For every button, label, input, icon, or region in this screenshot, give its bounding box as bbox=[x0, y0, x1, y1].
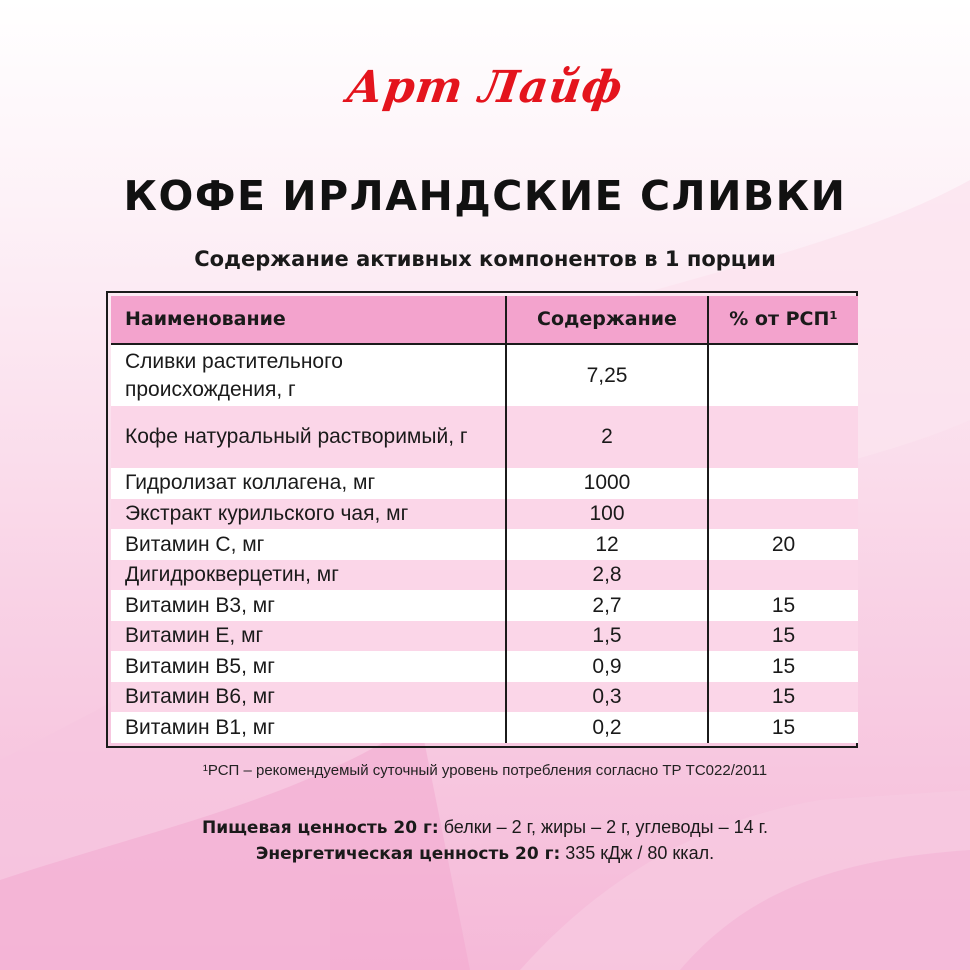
row-value: 7,25 bbox=[506, 344, 708, 406]
row-rsp bbox=[708, 344, 858, 406]
row-value: 0,3 bbox=[506, 682, 708, 713]
energy-value-label: Энергетическая ценность 20 г: bbox=[255, 843, 561, 864]
row-value: 2,8 bbox=[506, 560, 708, 591]
header-name: Наименование bbox=[111, 296, 506, 344]
table-header-row bbox=[111, 296, 858, 344]
nutrition-info bbox=[0, 815, 970, 867]
row-name: Витамин В1, мг bbox=[111, 712, 506, 743]
energy-value-line bbox=[0, 841, 970, 867]
row-rsp: 15 bbox=[708, 590, 858, 621]
product-title: КОФЕ ИРЛАНДСКИЕ СЛИВКИ bbox=[123, 172, 847, 220]
brand-logo: Арт Лайф bbox=[343, 62, 627, 113]
row-rsp bbox=[708, 560, 858, 591]
row-rsp bbox=[708, 406, 858, 468]
row-value: 12 bbox=[506, 529, 708, 560]
table-row bbox=[111, 344, 858, 406]
table-row bbox=[111, 406, 858, 468]
row-name: Кофе натуральный растворимый, г bbox=[111, 406, 506, 468]
row-rsp: 15 bbox=[708, 651, 858, 682]
row-rsp: 15 bbox=[708, 712, 858, 743]
table-row bbox=[111, 712, 858, 743]
table-row bbox=[111, 468, 858, 499]
row-name: Сливки растительного происхождения, г bbox=[111, 344, 506, 406]
rsp-footnote: ¹РСП – рекомендуемый суточный уровень потребления согласно ТР ТС022/2011 bbox=[202, 762, 768, 779]
food-value-label: Пищевая ценность 20 г: bbox=[202, 818, 439, 838]
row-rsp bbox=[708, 499, 858, 530]
energy-value-text: 335 кДж / 80 ккал. bbox=[560, 842, 715, 863]
table-row bbox=[111, 682, 858, 713]
row-value: 2,7 bbox=[506, 590, 708, 621]
row-rsp: 15 bbox=[708, 621, 858, 652]
row-name: Экстракт курильского чая, мг bbox=[111, 499, 506, 530]
table-row bbox=[111, 560, 858, 591]
row-rsp: 15 bbox=[708, 682, 858, 713]
table-row bbox=[111, 529, 858, 560]
row-rsp bbox=[708, 468, 858, 499]
food-value-text: белки – 2 г, жиры – 2 г, углеводы – 14 г. bbox=[438, 817, 768, 837]
components-table bbox=[111, 296, 858, 743]
row-name: Витамин В6, мг bbox=[111, 682, 506, 713]
row-name: Витамин В5, мг bbox=[111, 651, 506, 682]
table-row bbox=[111, 590, 858, 621]
row-name: Дигидрокверцетин, мг bbox=[111, 560, 506, 591]
row-rsp: 20 bbox=[708, 529, 858, 560]
header-rsp: % от РСП¹ bbox=[708, 296, 858, 344]
row-value: 1,5 bbox=[506, 621, 708, 652]
header-content: Содержание bbox=[506, 296, 708, 344]
components-table-frame bbox=[106, 291, 858, 748]
table-row bbox=[111, 499, 858, 530]
row-value: 2 bbox=[506, 406, 708, 468]
row-value: 0,2 bbox=[506, 712, 708, 743]
row-name: Витамин Е, мг bbox=[111, 621, 506, 652]
row-name: Витамин С, мг bbox=[111, 529, 506, 560]
food-value-line bbox=[0, 815, 970, 841]
row-name: Витамин В3, мг bbox=[111, 590, 506, 621]
row-name: Гидролизат коллагена, мг bbox=[111, 468, 506, 499]
table-subtitle: Содержание активных компонентов в 1 порции bbox=[194, 247, 776, 271]
row-value: 1000 bbox=[506, 468, 708, 499]
table-row bbox=[111, 621, 858, 652]
row-value: 0,9 bbox=[506, 651, 708, 682]
row-value: 100 bbox=[506, 499, 708, 530]
table-row bbox=[111, 651, 858, 682]
